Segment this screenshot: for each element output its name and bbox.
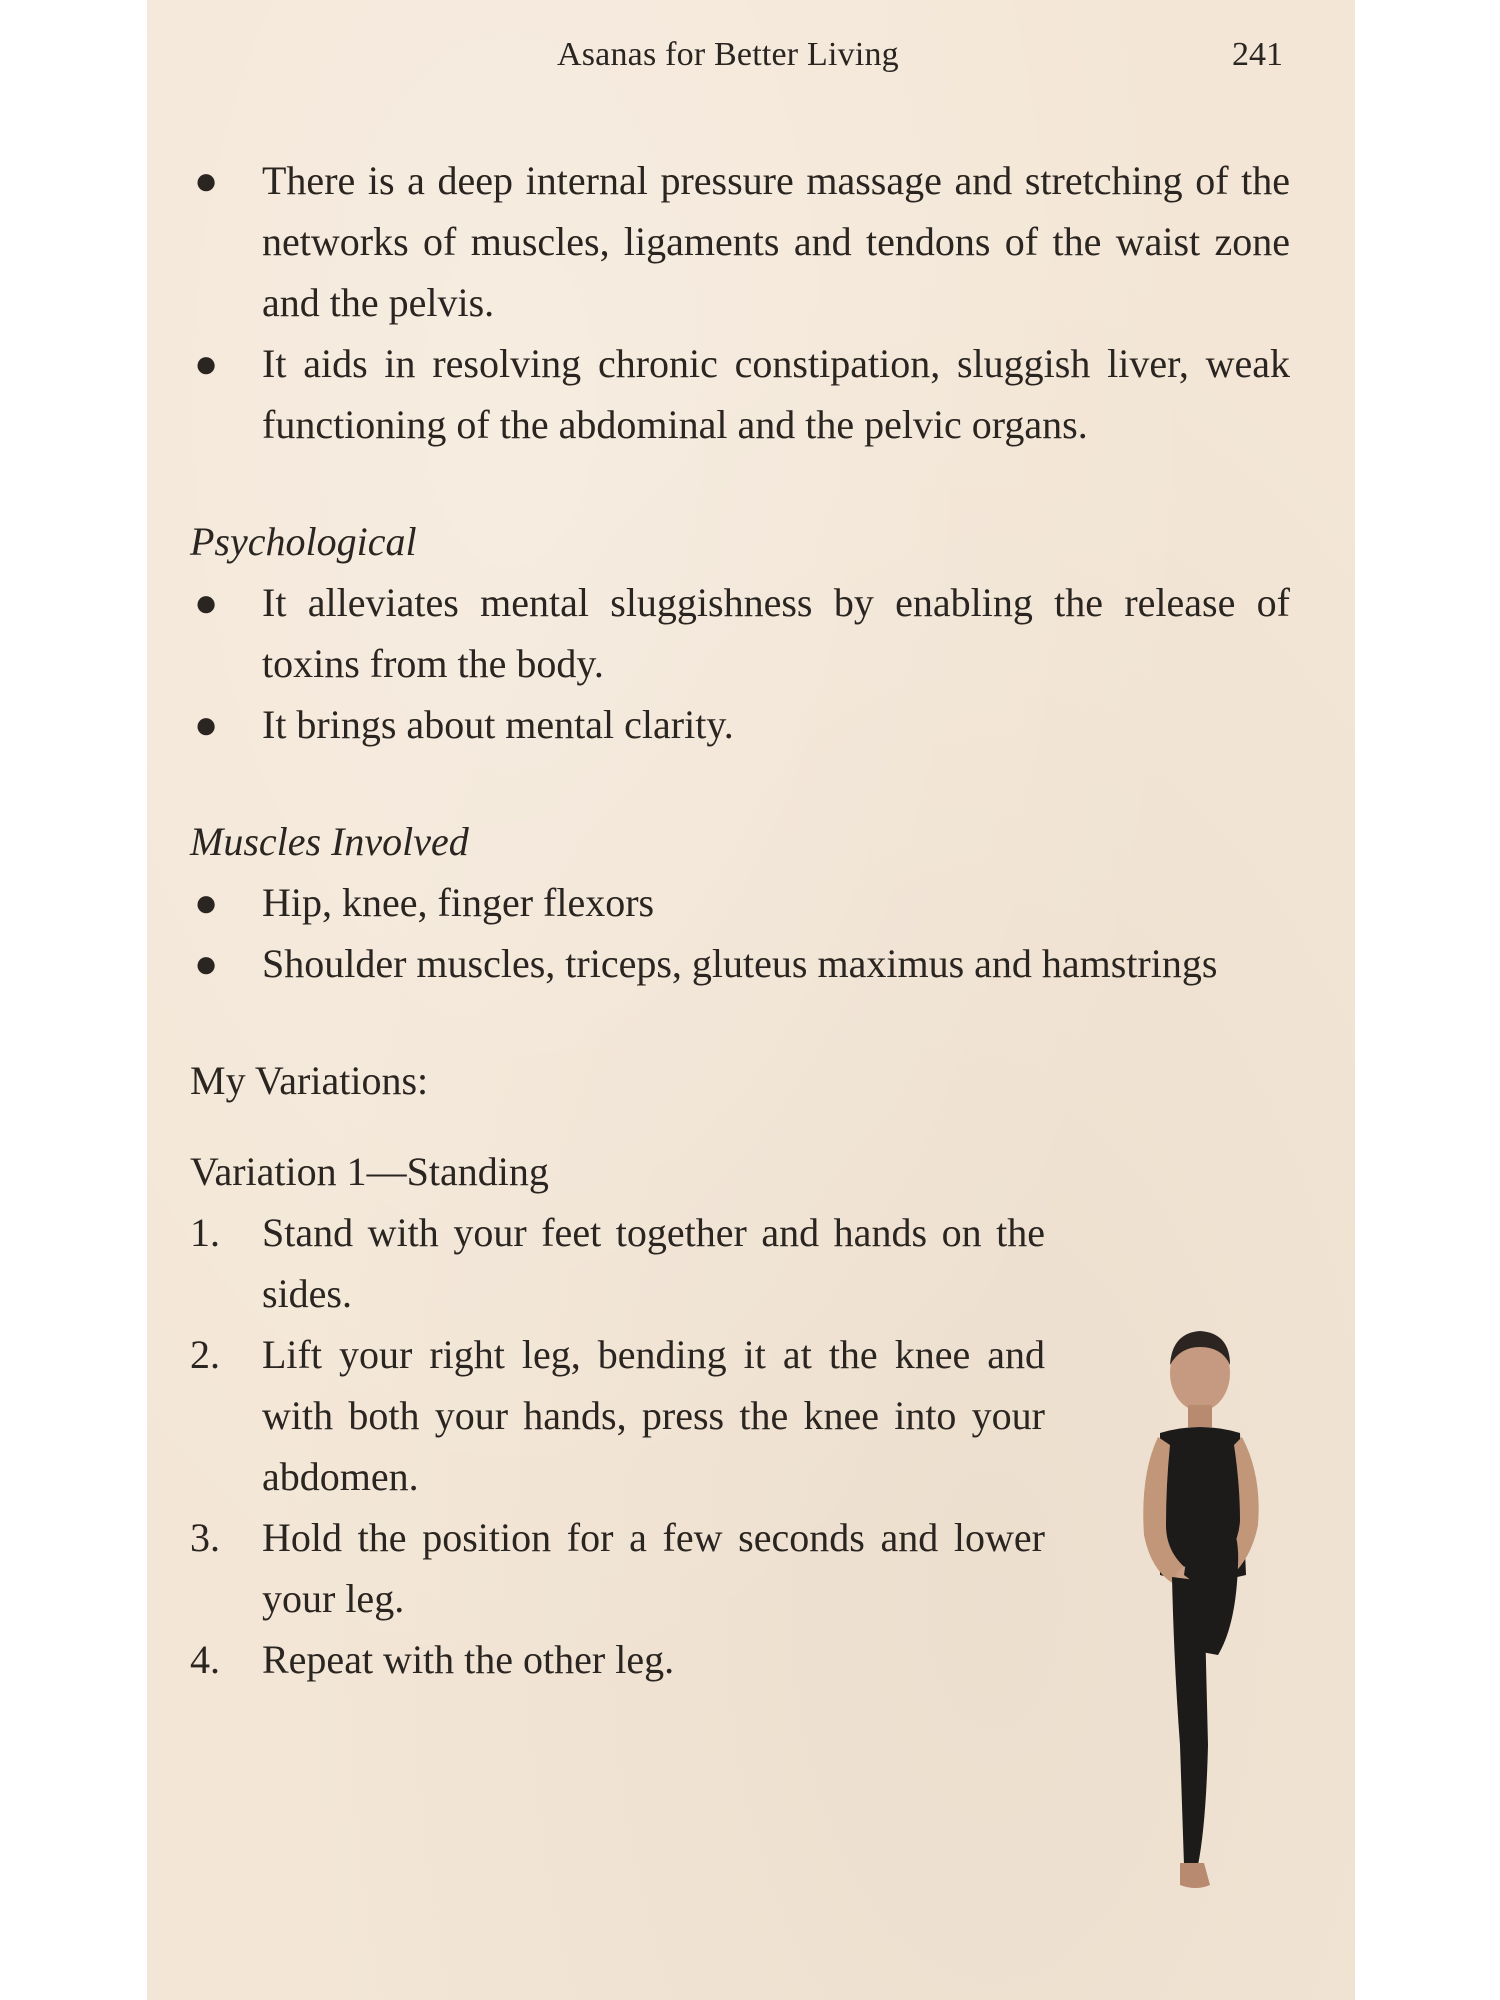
step-text: Hold the position for a few seconds and lower your leg.: [262, 1515, 1045, 1621]
physical-benefits-list: [190, 150, 1290, 455]
step-item: [190, 1202, 1045, 1324]
step-number: 2.: [190, 1332, 220, 1377]
step-number: 4.: [190, 1637, 220, 1682]
step-text: Repeat with the other leg.: [262, 1637, 675, 1682]
list-item: [190, 694, 1290, 755]
bullet-icon: ●: [194, 580, 219, 625]
bullet-icon: ●: [194, 702, 219, 747]
running-header: [147, 30, 1355, 80]
list-item-text: It alleviates mental sluggishness by enabling the release of toxins from the body.: [262, 580, 1290, 686]
list-item: [190, 872, 1290, 933]
list-item-text: Shoulder muscles, triceps, gluteus maximus and hamstrings: [262, 941, 1218, 986]
step-item: [190, 1507, 1045, 1629]
bullet-icon: ●: [194, 880, 219, 925]
book-page: [147, 0, 1355, 2000]
bullet-icon: ●: [194, 341, 219, 386]
bullet-icon: ●: [194, 941, 219, 986]
step-item: [190, 1629, 1045, 1690]
list-item: [190, 333, 1290, 455]
list-item-text: It brings about mental clarity.: [262, 702, 734, 747]
muscles-list: [190, 872, 1290, 994]
psychological-heading: Psychological: [190, 519, 417, 564]
list-item-text: It aids in resolving chronic constipation, sluggish liver, weak functioning of the abdominal and the pelvic organs.: [262, 341, 1290, 447]
page-number: 241: [1232, 36, 1283, 73]
bullet-icon: ●: [194, 158, 219, 203]
step-text: Stand with your feet together and hands on the sides.: [262, 1210, 1045, 1316]
list-item: [190, 933, 1290, 994]
list-item-text: There is a deep internal pressure massage and stretching of the networks of muscles, ligaments and tendons of the waist zone and the pelvis.: [262, 158, 1290, 325]
psychological-list: [190, 572, 1290, 755]
step-text: Lift your right leg, bending it at the knee and with both your hands, press the knee into your abdomen.: [262, 1332, 1045, 1499]
variation-title: Variation 1—Standing: [190, 1149, 549, 1194]
step-item: [190, 1324, 1045, 1507]
step-number: 1.: [190, 1210, 220, 1255]
muscles-heading: Muscles Involved: [190, 819, 469, 864]
step-number: 3.: [190, 1515, 220, 1560]
list-item: [190, 572, 1290, 694]
list-item-text: Hip, knee, finger flexors: [262, 880, 655, 925]
standing-pose-illustration: [1100, 1325, 1290, 1905]
list-item: [190, 150, 1290, 333]
steps-list: [190, 1202, 1045, 1690]
header-title: Asanas for Better Living: [557, 36, 899, 73]
variations-heading: My Variations:: [190, 1058, 429, 1103]
